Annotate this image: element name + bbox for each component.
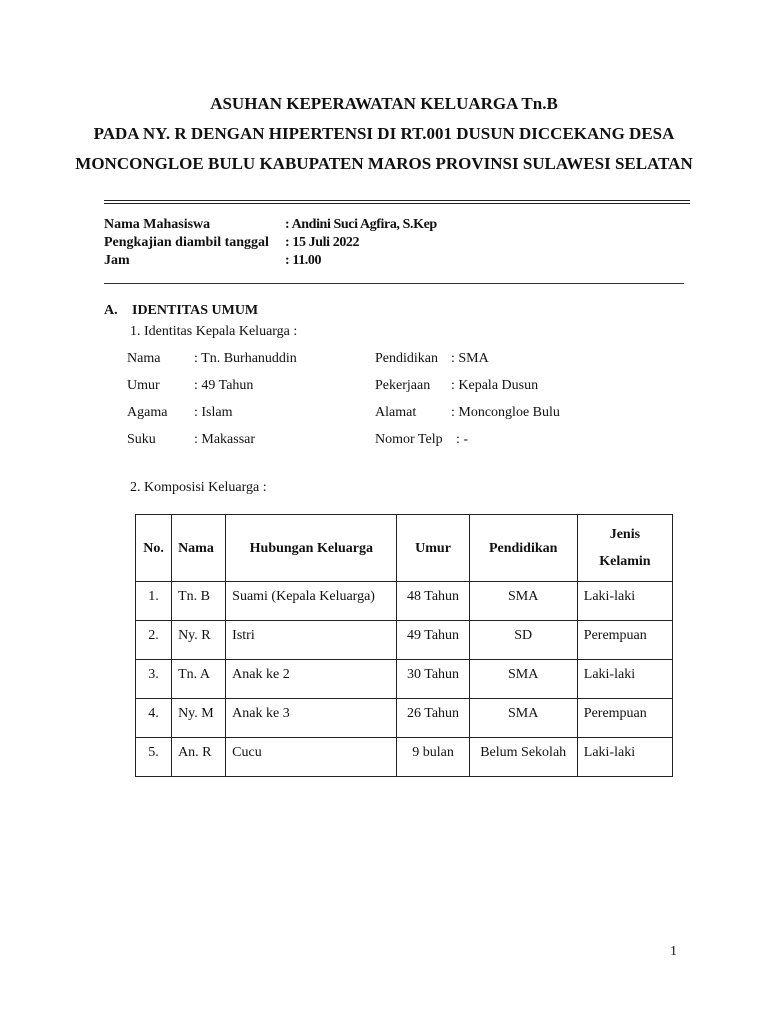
- cell-pendidikan: SMA: [469, 699, 577, 738]
- table-row: [136, 621, 673, 660]
- family-composition-table: [135, 514, 673, 777]
- section-title: IDENTITAS UMUM: [132, 303, 259, 318]
- cell-no: 1.: [136, 582, 172, 621]
- document-title-line-1: ASUHAN KEPERAWATAN KELUARGA Tn.B: [210, 94, 558, 113]
- col-header-hubungan: Hubungan Keluarga: [226, 515, 397, 582]
- identity-label: Pendidikan: [375, 351, 438, 366]
- identity-value: : -: [456, 432, 469, 447]
- identity-value: : Islam: [194, 405, 233, 420]
- section-letter: A.: [104, 303, 118, 318]
- cell-nama: Ny. R: [172, 621, 226, 660]
- cell-hubungan: Istri: [226, 621, 397, 660]
- col-header-nama: Nama: [172, 515, 226, 582]
- cell-nama: An. R: [172, 738, 226, 777]
- cell-umur: 30 Tahun: [397, 660, 469, 699]
- cell-hubungan: Anak ke 3: [226, 699, 397, 738]
- identity-label: Pekerjaan: [375, 378, 431, 393]
- title-double-divider: [104, 200, 690, 204]
- identity-label: Nama: [127, 351, 161, 366]
- info-value: : 15 Juli 2022: [285, 235, 360, 250]
- cell-hubungan: Cucu: [226, 738, 397, 777]
- cell-jenis-kelamin: Laki-laki: [577, 582, 672, 621]
- info-label: Jam: [104, 253, 130, 268]
- cell-hubungan: Suami (Kepala Keluarga): [226, 582, 397, 621]
- cell-nama: Ny. M: [172, 699, 226, 738]
- col-header-jenis: Jenis: [609, 527, 641, 542]
- cell-umur: 9 bulan: [397, 738, 469, 777]
- table-row: [136, 582, 673, 621]
- col-header-umur: Umur: [397, 515, 469, 582]
- info-value: : 11.00: [285, 253, 322, 268]
- cell-no: 5.: [136, 738, 172, 777]
- info-label: Nama Mahasiswa: [104, 217, 211, 232]
- cell-nama: Tn. B: [172, 582, 226, 621]
- info-divider: [104, 283, 684, 284]
- col-header-kelamin: Kelamin: [599, 554, 651, 569]
- identity-label: Umur: [127, 378, 160, 393]
- info-label: Pengkajian diambil tanggal: [104, 235, 269, 250]
- cell-umur: 26 Tahun: [397, 699, 469, 738]
- col-header-jenis-kelamin: [577, 515, 672, 582]
- identity-value: : Moncongloe Bulu: [451, 405, 560, 420]
- subheading-identity: 1. Identitas Kepala Keluarga :: [130, 324, 298, 339]
- cell-pendidikan: Belum Sekolah: [469, 738, 577, 777]
- identity-value: : Tn. Burhanuddin: [194, 351, 297, 366]
- page-number: 1: [670, 944, 677, 959]
- cell-nama: Tn. A: [172, 660, 226, 699]
- identity-label: Alamat: [375, 405, 417, 420]
- identity-value: : Kepala Dusun: [451, 378, 539, 393]
- identity-label: Nomor Telp: [375, 432, 443, 447]
- table-row: [136, 738, 673, 777]
- section-heading: [104, 303, 258, 319]
- document-title-line-2: PADA NY. R DENGAN HIPERTENSI DI RT.001 DUSUN DICCEKANG DESA: [93, 124, 675, 143]
- subheading-family-composition: 2. Komposisi Keluarga :: [130, 480, 267, 495]
- cell-no: 3.: [136, 660, 172, 699]
- cell-jenis-kelamin: Perempuan: [577, 621, 672, 660]
- identity-value: : SMA: [451, 351, 489, 366]
- cell-no: 2.: [136, 621, 172, 660]
- document-title-line-3: MONCONGLOE BULU KABUPATEN MAROS PROVINSI SULAWESI SELATAN: [75, 154, 693, 173]
- cell-pendidikan: SMA: [469, 660, 577, 699]
- cell-jenis-kelamin: Laki-laki: [577, 660, 672, 699]
- col-header-pendidikan: Pendidikan: [469, 515, 577, 582]
- cell-umur: 48 Tahun: [397, 582, 469, 621]
- info-value: : Andini Suci Agfira, S.Kep: [285, 217, 437, 232]
- cell-pendidikan: SD: [469, 621, 577, 660]
- table-header-row: [136, 515, 673, 582]
- col-header-no: No.: [136, 515, 172, 582]
- cell-pendidikan: SMA: [469, 582, 577, 621]
- identity-label: Agama: [127, 405, 168, 420]
- identity-label: Suku: [127, 432, 156, 447]
- identity-value: : 49 Tahun: [194, 378, 254, 393]
- cell-hubungan: Anak ke 2: [226, 660, 397, 699]
- table-row: [136, 660, 673, 699]
- table-row: [136, 699, 673, 738]
- cell-jenis-kelamin: Laki-laki: [577, 738, 672, 777]
- cell-no: 4.: [136, 699, 172, 738]
- identity-value: : Makassar: [194, 432, 256, 447]
- cell-jenis-kelamin: Perempuan: [577, 699, 672, 738]
- cell-umur: 49 Tahun: [397, 621, 469, 660]
